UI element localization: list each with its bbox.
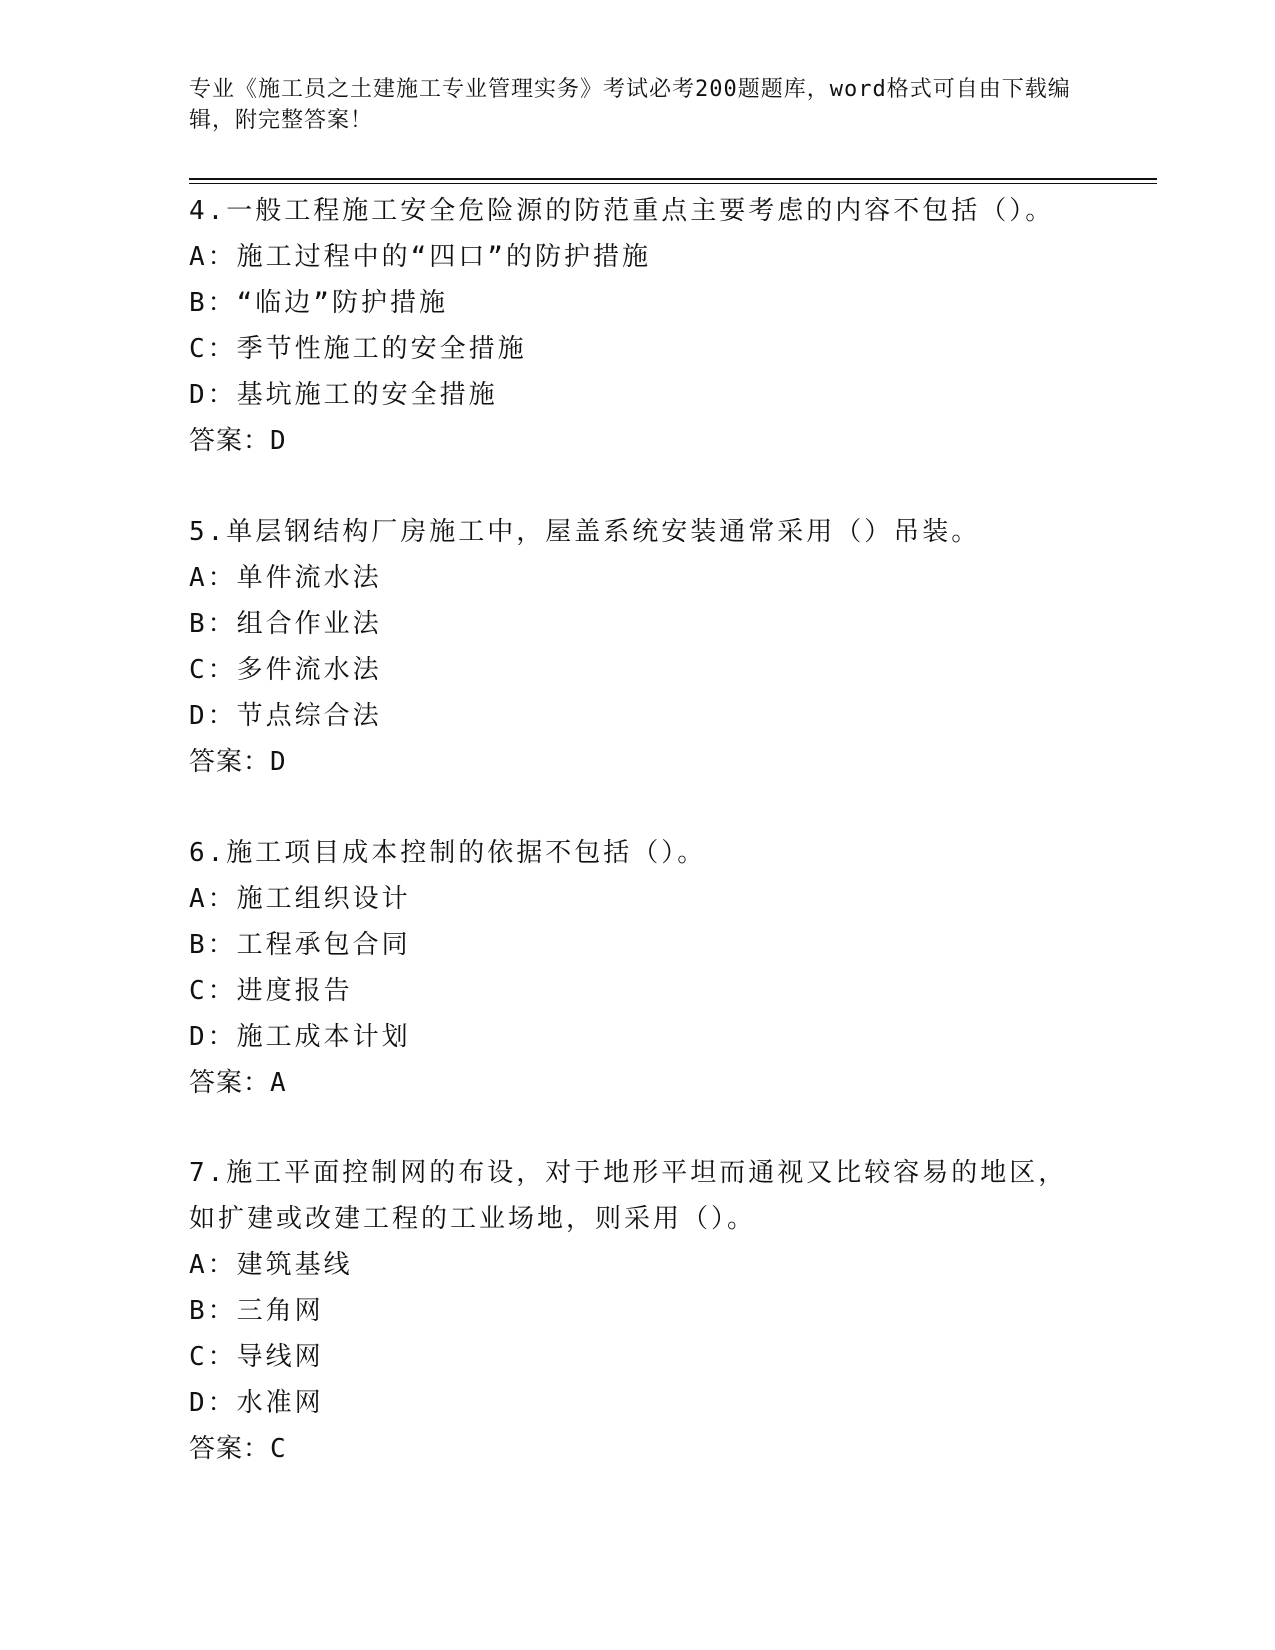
option-a: A：单件流水法 (189, 563, 382, 593)
option-c: C：导线网 (189, 1342, 324, 1372)
answer-line: 答案：A (189, 1068, 287, 1098)
question-block (189, 830, 1089, 1106)
option-b: B：“临边”防护措施 (189, 288, 448, 318)
option-d: D：基坑施工的安全措施 (189, 380, 498, 410)
question-stem: 6.施工项目成本控制的依据不包括（）。 (189, 838, 707, 868)
document-header: 专业《施工员之土建施工专业管理实务》考试必考200题题库，word格式可自由下载编辑，附完整答案！ (189, 77, 1071, 133)
answer-line: 答案：D (189, 747, 287, 777)
option-a: A：建筑基线 (189, 1250, 353, 1280)
question-stem: 7.施工平面控制网的布设，对于地形平坦而通视又比较容易的地区，如扩建或改建工程的工业场地，则采用（）。 (189, 1158, 1068, 1234)
option-d: D：节点综合法 (189, 701, 382, 731)
option-a: A：施工过程中的“四口”的防护措施 (189, 242, 651, 272)
question-stem: 4.一般工程施工安全危险源的防范重点主要考虑的内容不包括（）。 (189, 196, 1055, 226)
option-b: B：工程承包合同 (189, 930, 411, 960)
header-divider-thick (189, 178, 1157, 180)
question-block (189, 509, 1089, 785)
question-block (189, 1150, 1089, 1472)
option-c: C：季节性施工的安全措施 (189, 334, 527, 364)
option-c: C：多件流水法 (189, 655, 382, 685)
option-a: A：施工组织设计 (189, 884, 411, 914)
answer-line: 答案：D (189, 426, 287, 456)
option-c: C：进度报告 (189, 976, 353, 1006)
option-d: D：水准网 (189, 1388, 324, 1418)
question-block (189, 188, 1089, 464)
option-b: B：三角网 (189, 1296, 324, 1326)
question-stem: 5.单层钢结构厂房施工中，屋盖系统安装通常采用（）吊装。 (189, 517, 981, 547)
option-b: B：组合作业法 (189, 609, 382, 639)
header-divider-thin (189, 183, 1157, 184)
answer-line: 答案：C (189, 1434, 287, 1464)
option-d: D：施工成本计划 (189, 1022, 411, 1052)
